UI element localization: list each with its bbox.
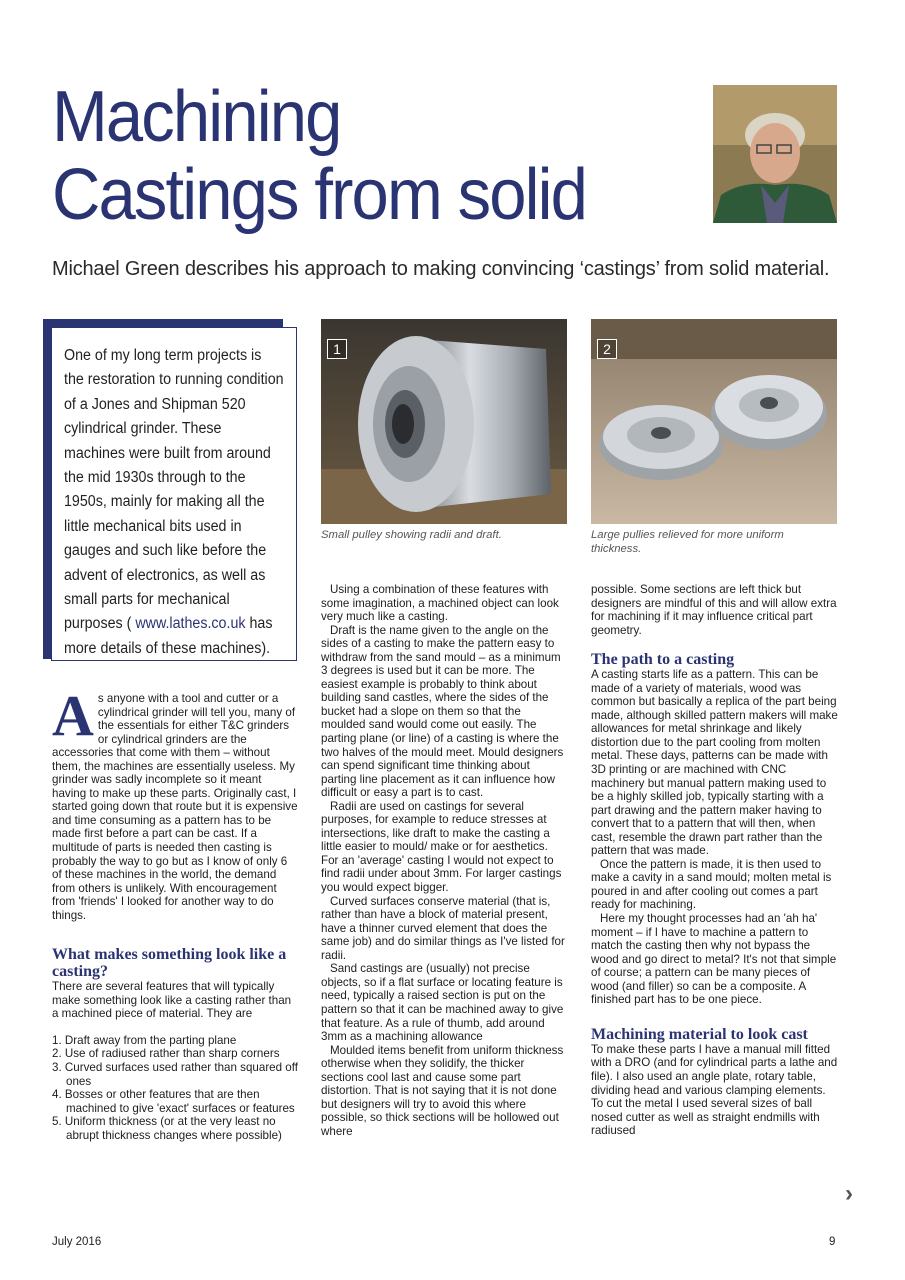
title-line-1: Machining <box>52 77 341 157</box>
col2-paragraph: Using a combination of these features with some imagination, a machined object can look very much like a casting. <box>321 583 559 624</box>
pull-quote-box <box>51 327 297 661</box>
pull-quote-end: has more details of these machines). <box>64 615 273 657</box>
pull-quote-text <box>64 344 285 661</box>
large-pullies-illustration <box>591 319 837 524</box>
col3-paragraph: A casting starts life as a pattern. This can be made of a variety of materials, wood was common but basically a replica of the part being made, although skilled pattern makers will make allowances for metal shrinkage and likely distortion due to the part cooling from molten metal. These days, patterns can be made with 3D printing or are machined with CNC machinery but manual pattern making used to be a highly skilled job, typically starting with a part drawing and the pattern maker having to convert that to a pattern that will then, when cast, resemble the drawn part rather than the pattern that was made. <box>591 668 838 858</box>
column-3 <box>591 583 838 1138</box>
col2-paragraph: Moulded items benefit from uniform thickness otherwise when they solidify, the thicker sections cool last and cause some part distortion. That is not saying that it is not done but designers will try to avoid this where possible, so thick sections will be hollowed out where <box>321 1043 564 1138</box>
features-list <box>52 1034 298 1142</box>
author-photo <box>713 85 837 223</box>
author-photo-illustration <box>713 85 837 223</box>
figure-1-caption: Small pulley showing radii and draft. <box>321 529 502 541</box>
col2-paragraph: Radii are used on castings for several purposes, for example to reduce stresses at intersections, like draft to make the casting a little easier to mould/ make or for aesthetics. For an 'average' casting I would not expect to find radii under about 3mm. For larger castings you would expect bigger. <box>321 799 562 895</box>
footer-date: July 2016 <box>52 1236 102 1248</box>
heading-what-makes-casting: What makes something look like a casting? <box>52 946 287 981</box>
pull-quote-body: One of my long term projects is the restoration to running condition of a Jones and Shipman 520 cylindrical grinder. These machines were built from around the mid 1930s through to the 1950s, mainly for making all the little mechanical bits used in gauges and such like before the advent of electronics, as well as small parts for mechanical purposes ( <box>64 347 284 633</box>
column-1 <box>52 683 298 1142</box>
column-2 <box>321 583 568 1138</box>
next-page-chevron-icon[interactable]: › <box>845 1180 853 1207</box>
figure-2-photo <box>591 319 837 524</box>
title-line-2: Castings from solid <box>52 155 587 235</box>
col3-paragraph: Once the pattern is made, it is then used to make a cavity in a sand mould; molten metal is poured in and after cooling out comes a part ready for machining. <box>591 857 832 912</box>
col1-paragraph: There are several features that will typically make something look like a casting rather than a machined piece of material. They are <box>52 980 292 1021</box>
list-item: 3. Curved surfaces used rather than squared off ones <box>52 1061 298 1088</box>
page-number: 9 <box>829 1236 836 1248</box>
figure-1-number: 1 <box>327 339 347 359</box>
col2-paragraph: Curved surfaces conserve material (that is, rather than have a block of material present, have a thinner curved element that does the same job) and do similar things as I've listed for radii. <box>321 894 565 962</box>
lathes-link[interactable]: www.lathes.co.uk <box>135 615 246 633</box>
intro-text: s anyone with a tool and cutter or a cylindrical grinder will tell you, many of the essentials for either T&C grinders or cylindrical grinders are the accessories that come with them – without them, the machines are essentially useless. My grinder was sadly incomplete so it meant having to make up these parts. Originally cast, I started going down that route but it is expensive and time consuming as a pattern has to be made first before a part can be cast. If a multitude of parts is needed then casting is probably the way to go but as I know of only 6 of these machines in the world, the demand from others is unlikely. With encouragement from 'friends' I looked for another way to do things. <box>52 692 298 922</box>
list-item: 4. Bosses or other features that are then machined to give 'exact' surfaces or features <box>52 1088 295 1115</box>
col2-paragraph: Draft is the name given to the angle on the sides of a casting to make the pattern easy to withdraw from the sand mould – as a minimum 3 degrees is used but it can be more. The easiest example is probably to think about building sand castles, where the sides of the bucket had a slope on them so that the moulded sand would come out easily. The parting plane (or line) of a casting is where the two halves of the mould meet. Mould designers can spend significant time thinking about parting line placement as it can influence how difficult or easy a part is to cast. <box>321 623 564 800</box>
article-subtitle: Michael Green describes his approach to making convincing ‘castings’ from solid material. <box>52 258 830 280</box>
heading-path-to-casting: The path to a casting <box>591 651 735 669</box>
col2-paragraph: Sand castings are (usually) not precise objects, so if a flat surface or locating feature is need, typically a raised section is put on the pattern so that it can be machined away to give that feature. As a rule of thumb, add around 3mm as a machining allowance <box>321 962 564 1044</box>
list-item: 2. Use of radiused rather than sharp corners <box>52 1047 280 1061</box>
article-title <box>52 78 647 234</box>
figure-1-photo <box>321 319 567 524</box>
figure-2-number: 2 <box>597 339 617 359</box>
list-item: 1. Draft away from the parting plane <box>52 1033 237 1047</box>
col3-paragraph: Here my thought processes had an 'ah ha' moment – if I have to machine a pattern to match the casting then why not bypass the wood and go direct to metal? It's not that simple of course; a pattern can be many pieces of wood (and filler) so can be a composite. A finished part has to be one piece. <box>591 912 837 1007</box>
drop-cap: A <box>52 683 94 748</box>
list-item: 5. Uniform thickness (or at the very least no abrupt thickness changes where possible) <box>52 1115 282 1142</box>
intro-paragraph <box>52 683 298 922</box>
figure-2-caption: Large pullies relieved for more uniform thickness. <box>591 529 784 555</box>
col3-intro: possible. Some sections are left thick but designers are mindful of this and will allow extra for machining if it may influence critical part geometry. <box>591 583 837 637</box>
col3-paragraph: To make these parts I have a manual mill fitted with a DRO (and for cylindrical parts a lathe and file). I also used an angle plate, rotary table, dividing head and various clamping elements. To cut the metal I used several sizes of ball nosed cutter as well as straight endmills with radiused <box>591 1042 838 1138</box>
heading-machining-material: Machining material to look cast <box>591 1025 808 1043</box>
small-pulley-illustration <box>321 319 567 524</box>
